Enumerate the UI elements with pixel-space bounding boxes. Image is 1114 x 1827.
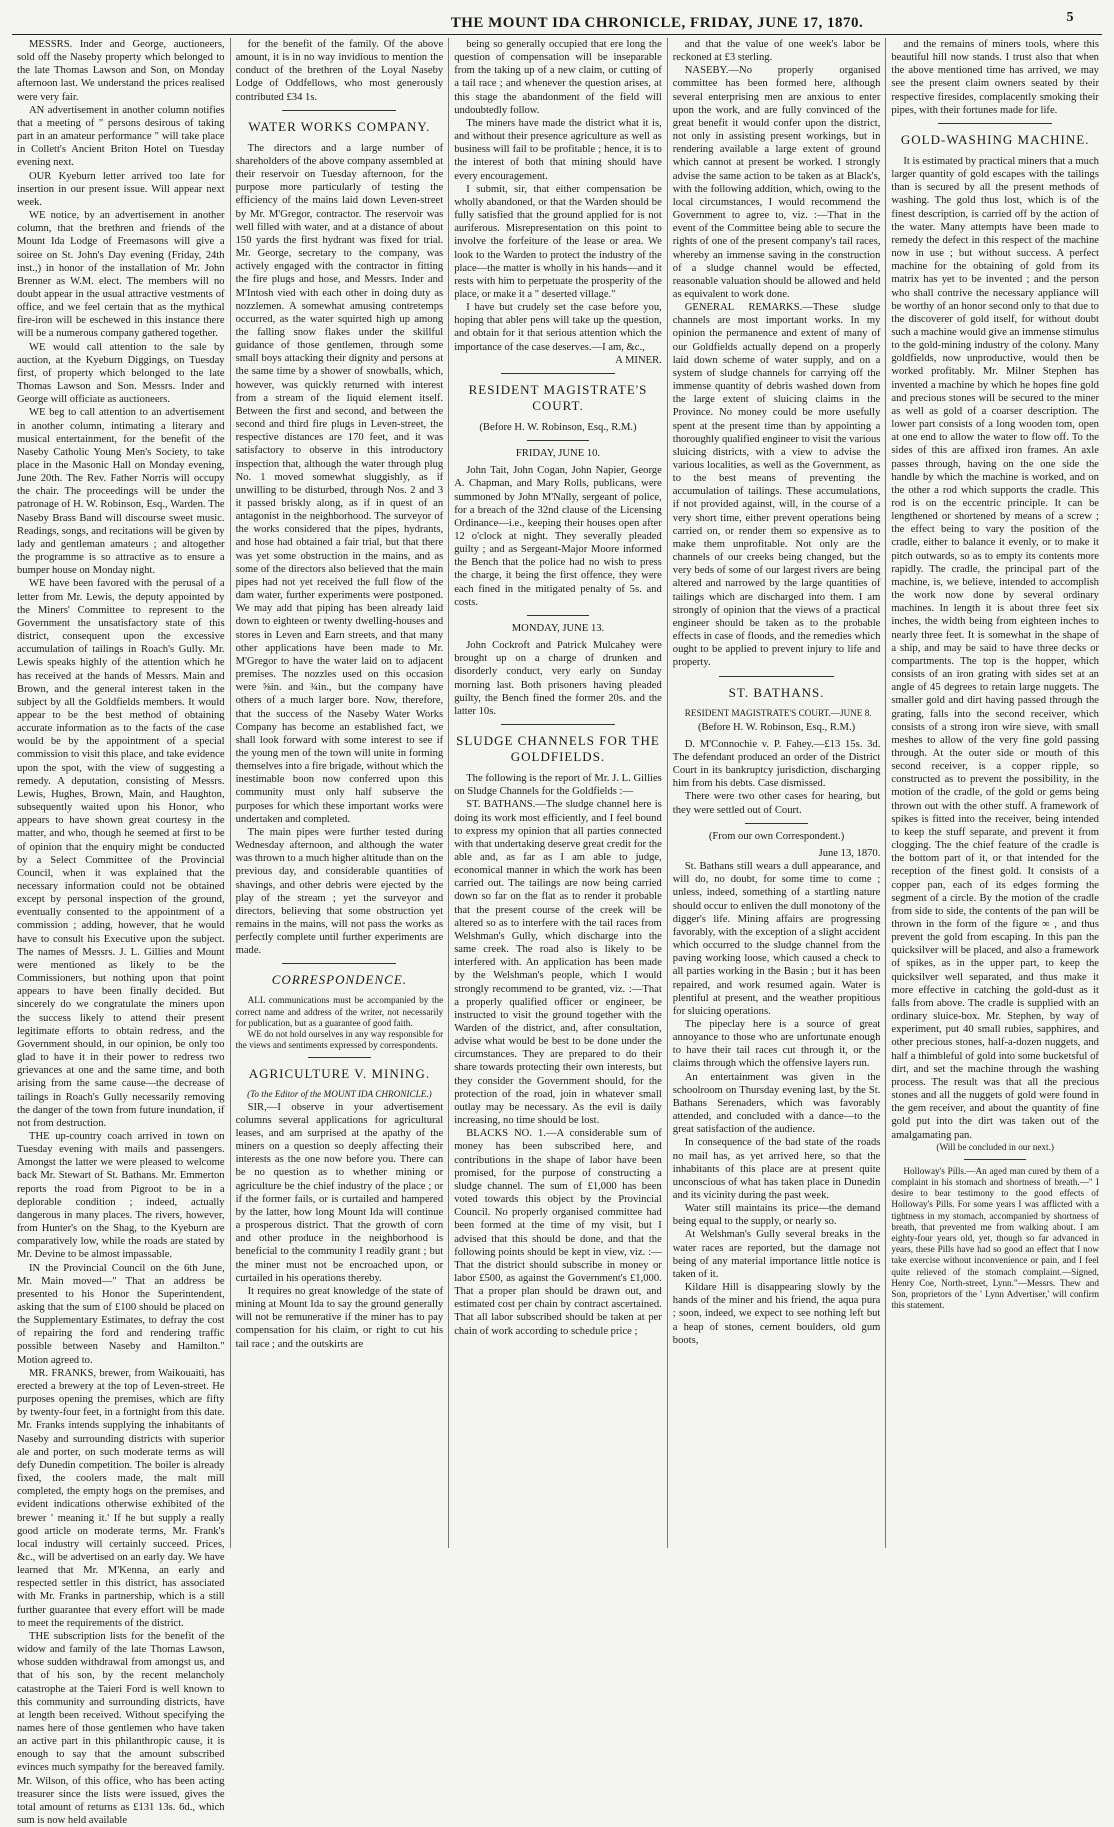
divider [527,615,589,616]
paragraph: and that the value of one week's labor be reckoned at £3 sterling. [672,39,881,64]
headline-resident-magistrate: RESIDENT MAGISTRATE'S COURT. [468,381,648,413]
paragraph: BLACKS NO. 1.—A considerable sum of money has been subscribed here, and contributions in the shape of labor have been promised, for the purpose of constructing a sludge channel. The sum of £1,000 has been voted towards this object by the Provincial Council. No properly organised committee had been formed at the time of my visit, but I advised that this should be done, and that the following points should be kept in view, viz. :—That the district should subscribe in money or labor £500, as against the Government's £1,000. That a proper plan should be drawn out, and estimated cost per chain by contract ascertained. That all labor subscribed should be taken at per chain of work according to schedule price ; [454,1128,662,1337]
paragraph: I have but crudely set the case before you, hoping that abler pens will take up the question, and obtain for it that serious attention which the importance of the case deserves.—I am, &c., [454,302,662,353]
paragraph: The pipeclay here is a source of great annoyance to those who are unfortunate enough to have their tail races cut through it, or the claims through which the offensive layers run. [672,1018,881,1070]
paragraph: WE notice, by an advertisement in another column, that the brethren and friends of the Mount Ida Lodge of Freemasons will give a soiree on St. John's Day evening (Friday, 24th inst.,) in honor of the installation of Mr. John Brenner as W.M. elect. The members will no doubt appear in the usual attractive vestments of office, and we feel certain that as the mythical fire-iron will be eschewed in this instance there will be a numerous company gathered together. [17,210,225,340]
correspondent-line: (From our own Correspondent.) [708,830,845,842]
headline-correspondence: CORRESPONDENCE. [271,972,408,988]
column-4 [667,38,886,1548]
headline-st-bathans: ST. BATHANS. [728,684,825,700]
paragraph: I submit, sir, that either compensation be wholly abandoned, or that the Warden should be fully satisfied that the ground applied for is not auriferous. Misrepresentation on this point to involve the forfeiture of the lease or area. We look to the Warden to protect the industry of the place—the matter is wholly in his hands—and it rests with him to perpetuate the prosperity of the place, or make it a " deserted village." [454,183,662,300]
dateline: June 13, 1870. [818,847,881,859]
column-1 [12,38,230,1827]
correspondence-notice: WE do not hold ourselves in any way responsible for the views and sentiments expressed by correspondents. [235,1029,444,1051]
page-number: 5 [1066,10,1074,25]
paragraph: The directors and a large number of shareholders of the above company assembled at their reservoir on Tuesday afternoon, for the purpose more particularly of testing the efficiency of the mains laid down Leven-street by Mr. M'Gregor, contractor. The reservoir was well filled with water, and at a distance of about 150 yards the first hydrant was fixed for trial. Mr. George, secretary to the company, was actively engaged with the contractor in fitting the fire plugs and hose, and Messrs. Inder and M'Intosh vied with each other in doing duty as nozzlemen. A somewhat amusing contretemps occurred, as the water squirted high up among the falling snow flakes under the skillful guidance of those gentlemen, through some small boys attacking their dignity and persons at the same time by a shower of snowballs, which, however, was quickly returned with interest from a stream of the liquid element itself. Between the first and second, and between the second and third fire plugs in Leven-street, the respective distances are 170 feet, and it was satisfactory to observe in this introductory inspection that, although the water through plug No. 1 moved somewhat sluggishly, as if unwilling to be disturbed, through Nos. 2 and 3 it passed briskly along, as if in quest of an antagonist in the neighborhood. The surveyor of the works considered that the pipes, hydrants, and hose had obtained a fair trial, but that there was yet some obstruction in the mains, and as some of the directors also believed that the main pipes had not yet received the full flow of the dam water, further experiments were postponed. We may add that piping has been already laid down to eighteen or twenty dwelling-houses and stores in Leven and Earn streets, and that many other applications have been made to Mr. M'Gregor to have the water laid on to adjacent premises. The nozzles used on this occasion were ⅝in. and ¾in., but the company have others of a much larger bore. Now, therefore, that the success of the Naseby Water Works Company has become an established fact, we shall look forward with some interest to see if the young men of the town will unite in forming themselves into a fire brigade, without which the inestimable boon now conferred upon this community must only half subserve the purposes for which these important works were undertaken and completed. [235,142,444,825]
paragraph: OUR Kyeburn letter arrived too late for insertion in our present issue. Will appear next week. [17,170,225,208]
columns [12,38,1104,1827]
divider [282,110,396,111]
paragraph: Kildare Hill is disappearing slowly by the hands of the miner and his friend, the aqua pura ; soon, indeed, we expect to see nothing left but a heap of stones, cement boulders, old gum boots, [672,1282,881,1346]
paragraph: MR. FRANKS, brewer, from Waikouaiti, has erected a brewery at the top of Leven-street. He purposes opening the premises, which are fifty by twenty-four feet, in a fortnight from this date. Mr. Franks intends supplying the inhabitants of Naseby and surrounding districts with superior ale and porter, on such moderate terms as will defy Dunedin competition. The boiler is already fixed, the coolers made, the malt mill completed, the empty hogs on the premises, and evident indications otherwise exhibited of the brewer ' meaning it.' If he but supply a really good article on moderate terms, Mr. Frank's local industry will certainly succeed. Prices, &c., will be advertised on an early day. We have learned that Mr. M'Kenna, an early and respected settler in this district, has associated with Mr. Franks in partnership, which is a still further guarantee that every effort will be made to meet the requirements of the district. [17,1367,225,1629]
paragraph: AN advertisement in another column notifies that a meeting of " persons desirous of taking part in an amateur performance " will take place in Collett's Ancient Briton Hotel on Tuesday evening next. [17,104,225,169]
paragraph: An entertainment was given in the schoolroom on Thursday evening last, by the St. Bathans Serenaders, which was favorably attended, and concluded with a dance—to the great satisfaction of the audience. [672,1071,881,1136]
divider [308,1057,370,1058]
paragraph: GENERAL REMARKS.—These sludge channels are most important works. In my opinion the permanence and extent of many of our Goldfields actually depend on a properly laid down scheme of water supply, and on a system of sludge channels for carrying off the immense quantity of debris washed down from the large extent of sluicing claims in the Province. No money could be more usefully spent at the present time than by appointing a thoroughly qualified engineer to visit the various sluicing districts, with a view to advise the various localities, as well as the Government, as to the best means of preventing the accumulation of tailings. These accumulations, if not provided against, will, in the course of a very short time, either prevent operations being carried on, or render them so expensive as to make them unprofitable. Not only are the channels of our creeks being changed, but the very beds of some of our largest rivers are being altered and narrowed by the large quantities of tailings which are discharged into them. I am strongly of opinion that the views of a practical engineer should be taken as to the probable effects in case of floods, and the remedies which ought to be applied to prevent injury to life and property. [672,302,881,669]
masthead [240,6,1074,32]
paragraph: At Welshman's Gully several breaks in the water races are reported, but the damage not being of any material importance little notice is taken of it. [672,1229,881,1280]
masthead-title: THE MOUNT IDA CHRONICLE, FRIDAY, JUNE 17, 1870. [450,15,864,31]
paragraph: St. Bathans still wears a dull appearance, and will do, no doubt, for some time to come ; unless, indeed, something of a startling nature should occur to enliven the dull monotony of the digger's life. Mining affairs are progressing favorably, with the exception of a slight accident which occurred to the sludge channel from the paving working loose, which caused a check to all parties working in the Basin ; but it has been repaired, and work resumed again. Water is plentiful at present, and the weather propitious for sluicing operations. [672,861,881,1017]
headline-water-works: WATER WORKS COMPANY. [248,118,431,134]
paragraph: The main pipes were further tested during Wednesday afternoon, and although the water was thrown to a much higher altitude than on the previous day, and considerable quantities of shavings, and other debris were ejected by the play of the stream ; yet the surveyor and directors, believing that some obstruction yet remains in the mains, will not pass the works as perfectly complete until further experiments are made. [235,826,444,957]
paragraph: There were two other cases for hearing, but they were settled out of Court. [672,791,881,816]
paragraph: John Cockroft and Patrick Mulcahey were brought up on a charge of drunken and disorderly conduct, very early on Sunday morning last. Both prisoners having pleaded guilty, the Bench fined the former 20s. and the latter 10s. [454,640,662,717]
paragraph: and the remains of miners tools, where this beautiful hill now stands. I trust also that when the above mentioned time has arrived, we may see the present claim owners seated by their respective firesides, complacently smoking their pipes, with their fortunes made for life. [891,39,1099,116]
divider [745,823,807,824]
column-5 [885,38,1104,1548]
paragraph: It is estimated by practical miners that a much larger quantity of gold escapes with the tailings than is secured by all the present methods of washing. The gold thus lost, which is of the finest description, is carried off by the action of the water. Many attempts have been made to remedy the defect in this respect of the machine now in use ; but without success. A perfect machine for the obtaining of gold from its matrix has yet to be invented ; and the person who shall contrive the necessary appliance will be worthy of an honor second only to that due to the discoverer of gold itself, for without doubt such a machine would give an immense stimulus to the gold-mining industry of the colony. Many goldfields, now unproductive, would then be worked profitably. Mr. Milner Stephen has invented a machine by which he hopes fine gold and precious stones will be secured to the miner as well as gold of a coarser description. The lower part consists of a long wooden tom, open at one end to allow the water to flow off. To the sides of this are affixed iron frames. An axle passes through, having on the one side the handle by which the machine is worked, and on the other a rod which supports the cradle. This rod is on the eccentric principle. It can be lengthened or shortened by means of a screw ; the effect being to vary the position of the cradle, either to balance it evenly, or to make it pitch outwards, so as to empty its contents more rapidly. The cradle, the principal part of the machine, is, we believe, intended to accomplish the work now done by several ordinary machines. In length it is about three feet six inches, the width being from eighteen inches to nearly three feet. It is somewhat in the shape of a ship, and may be said to have three decks or compartments. The top is the hopper, which consists of an iron grating with sides set at an angle of 45 degrees to retain large nuggets. The smaller gold and dirt having passed through the grating, falls into the second receiver, which consists of a strong iron wire sieve, with small meshes to allow of the very fine gold passing through. At the outer side or mouth of this second receiver, is a copper ripple, so constructed as to prevent the possibility, in the motion of the cradle, of the gold or gems being thrown out with the other stuff. A framework of spikes is fitted into the receiver, being intended to keep the stuff separate, and prevent it from clogging. The the chief feature of the cradle is the bottom part of it, or that intended for the reception of the finest gold. It consists of a copper pan, each of its edges forming the segment of a circle. By the motion of the cradle from side to side, the contents of the pan will be thrown in the form of the figure ∞ , and thus prevent the gold from escaping. In this pan the quicksilver will be placed, and also a framework of spikes, as in the upper part, to keep the quicksilver well separated, and thus make it more effective in catching the gold-dust as it falls from above. The cradle is supplied with an ordinary sluice-box. Mr. Stephen, by way of experiment, put 40 small rubies, sapphires, and other precious stones, half-a-dozen nuggets, and half a thimbleful of gold into some bucketsful of dirt, and set the machine through the washing process. The result was that all the precious stones and all the nuggets of gold were found in the gem receiver, and about the quantity of fine gold put into the dirt was taken out of the amalgamating pan. [891,155,1099,1141]
divider [938,123,1052,124]
paragraph: WE have been favored with the perusal of a letter from Mr. Lewis, the deputy appointed by the Miners' Committee to represent to the Government the unsatisfactory state of this district, consequent upon the excessive accumulation of tailings in Roach's Gully. Mr. Lewis speaks highly of the attention which he has received at the hands of Messrs. Main and Brown, and the general interest taken in the subject by all the Goldfields members. It would appear to be the best method of obtaining accurate information as to the facts of the case would be by the appointment of a special commission to visit this place, and take evidence upon the spot, with the view of suggesting a remedy. A deputation, consisting of Messrs. Lewis, Hughes, Brown, Main, and Haughton, subsequently waited upon his Honor, who appears to have shown great courtesy in the matter, and who, though he seemed at first to be of opinion that the enquiry might be conducted by a Select Committee of the Provincial Council, when it was explained that the necessary information could not be obtained except by personal inspection of the ground, eventually consented to the appointment of a commission ; adding, however, that he would have to consult his Executive upon the subject. The names of Messrs. J. L. Gillies and Mount were mentioned as likely to be the Commissioners, but nothing upon that point appears to have been finally decided. But sincerely do we congratulate the miners upon the success likely to attend their present legitimate efforts to obtain redress, and the Government should, in our opinion, be only too glad to have it in their power to redress two grievances at one and the same time, and both arising from the same cause—the decrease of tailings in Roach's Gully necessarily removing the danger of the town from future inundation, if not from destruction. [17,578,225,1129]
to-editor-line: (To the Editor of the MOUNT IDA CHRONICLE.) [247,1089,432,1100]
headline-gold-washing: GOLD-WASHING MACHINE. [900,131,1090,147]
headline-agriculture: AGRICULTURE V. MINING. [248,1066,431,1082]
column-3 [448,38,667,1548]
paragraph: for the benefit of the family. Of the above amount, it is in no way invidious to mention the conduct of the brethren of the Loyal Naseby Lodge of Oddfellows, who most generously contributed £34 1s. [235,39,444,103]
paragraph: IN the Provincial Council on the 6th June, Mr. Main moved—" That an address be presented to his Honor the Superintendent, asking that the sum of £100 should be placed on the Supplementary Estimates, to defray the cost of repairing the ford and rendering traffic possible between Naseby and Hamilton." Motion agreed to. [17,1262,225,1366]
divider [282,963,396,964]
paragraph: The following is the report of Mr. J. L. Gillies on Sludge Channels for the Goldfields :— [454,773,662,798]
correspondence-notice: ALL communications must be accompanied by the correct name and address of the writer, not necessarily for publication, but as a guarantee of good faith. [235,995,444,1028]
letter-signature: A MINER. [615,354,662,366]
paragraph: MESSRS. Inder and George, auctioneers, sold off the Naseby property which belonged to the late Thomas Lawson and Son, on Monday afternoon last. We understand the prices realised were very fair. [17,39,225,103]
continued-note: (Will be concluded in our next.) [936,1141,1054,1152]
paragraph: NASEBY.—No properly organised committee has been formed here, although several enterprising men are anxious to enter upon the work, and are fully convinced of the great benefit it would confer upon the district, not only in assisting present workings, but in rendering available a large extent of ground which cannot at present be worked. I strongly advise the same action to be taken as at Black's, with the following addition, which, owing to the local circumstances, I would recommend the Government to agree to, viz. :—That in the event of the Committee being able to secure the rights of one of the present company's tail races, whereby an immense saving in the construction of a sludge channel would be effected, reasonable valuation should be allowed and held as equivalent to work done. [672,65,881,300]
divider [964,1159,1026,1160]
court-date: MONDAY, JUNE 13. [511,622,605,634]
paragraph: D. M'Connochie v. P. Fahey.—£13 15s. 3d. The defendant produced an order of the District Court in its bankruptcy jurisdiction, discharging him from his debts. Case dismissed. [672,738,881,790]
paragraph: ST. BATHANS.—The sludge channel here is doing its work most efficiently, and I feel bound to express my opinion that all parties connected with that undertaking deserve great credit for the able and, as far as I am able to judge, economical manner in which the work has been carried out. The tailings are now being carried down so far on the flat as to render it probable that the present course of the creek will be altered so as to interfere with the tail races from Welshman's Gully, which discharge into the same creek. The road also is likely to be interfered with. An application has been made by the Welshman's people, which I would strongly recommend to be granted, viz. :—That a properly qualified officer or engineer, be instructed to visit the ground together with the Warden of the district, and, after consultation, advise what would be best to be done under the circumstances. They are prepared to do their share towards protecting their own interests, but they consider the Government should, for the protection of the road, join in whatever small outlay may be necessary. As the evil is daily increasing, no time should be lost. [454,799,662,1127]
paragraph: The miners have made the district what it is, and without their presence agriculture as well as business will fail to be profitable ; hence, it is to the interest of both that mining should have every encouragement. [454,117,662,182]
court-before-line: (Before H. W. Robinson, Esq., R.M.) [698,721,856,733]
paragraph: THE subscription lists for the benefit of the widow and family of the late Thomas Lawson, whose sudden withdrawal from amongst us, and that of his son, by the recent melancholy catastrophe at the Taieri Ford is well known to this community and surrounding districts, have at length been received. Without specifying the names here of those gentlemen who have taken an active part in this philanthropic cause, it is enough to say that the amount subscribed evinces much sympathy for the bereaved family. Mr. Wilson, of this office, who has been acting treasurer since the lists were issued, gives the total amount of returns as £131 13s. 6d., which sum is now held available [17,1630,225,1827]
divider [719,676,833,677]
masthead-rule [12,34,1102,35]
headline-sludge-channels: SLUDGE CHANNELS FOR THE GOLDFIELDS. [456,733,660,765]
court-before-line: (Before H. W. Robinson, Esq., R.M.) [479,421,637,433]
divider [527,440,589,441]
paragraph: THE up-country coach arrived in town on Tuesday evening with mails and passengers. Amongst the latter we were pleased to welcome back Mr. Stewart of St. Bathans. Mr. Emmerton reports the road from Pigroot to be in a deplorable condition ; indeed, actually dangerous in many places. The rivers, however, from Hunter's on the Shag, to the Kyeburn are comparatively low, while the roads are stated by Mr. Devine to be almost impassable. [17,1130,225,1261]
paragraph: being so generally occupied that ere long the question of compensation will be inseparable from the taking up of a new claim, or cutting of a tail race ; and whenever the question arises, at this stage the abandonment of the field will undoubtedly follow. [454,39,662,116]
paragraph: In consequence of the bad state of the roads no mail has, as yet arrived here, so that the inhabitants of this place are at present quite unconscious of what has taken place in Dunedin and its vicinity during the past week. [672,1137,881,1202]
paragraph: WE would call attention to the sale by auction, at the Kyeburn Diggings, on Tuesday first, of property which belonged to the late Thomas Lawson and Son. Messrs. Inder and George will officiate as auctioneers. [17,341,225,406]
advertisement-holloways-pills: Holloway's Pills.—An aged man cured by them of a complaint in his stomach and shortness of breath.—" I desire to bear testimony to the good effects of Holloway's Pills. For some years I was afflicted with a tightness in my stomach, accompanied by shortness of breath, that prevented me from walking about. I am eighty-four years old, yet, though so far advanced in years, these Pills have had so good an effect that I now take exercise without inconvenience or pain, and I feel quite relieved of the stomach complaint.—Signed, Henry Coe, North-street, Lynn."—Messrs. Thew and Son, proprietors of the ' Lynn Advertiser,' will confirm this statement. [891,1165,1099,1311]
paragraph: Water still maintains its price—the demand being equal to the supply, or nearly so. [672,1203,881,1228]
column-2 [230,38,449,1548]
paragraph: John Tait, John Cogan, John Napier, George A. Chapman, and Mary Rolls, publicans, were summoned by John M'Nally, sergeant of police, for a breach of the 32nd clause of the Licensing Ordinance—i.e., keeping their houses open after 12 o'clock at night. They severally pleaded guilty ; and as Sergeant-Major Moore informed the Bench that the police had no wish to press the charge, it being the first offence, they were each fined in the mitigated penalty of 5s. and costs. [454,465,662,608]
paragraph: SIR,—I observe in your advertisement columns several applications for agricultural leases, and am surprised at the apathy of the miners on a question so deeply affecting their interests as the one now before you. There can be no question as to whether mining or agriculture be the chief industry of the place ; or if the former fails, or is curtailed and hampered by the latter, how long Mount Ida will continue a prosperous district. That the growth of corn and other produce in the neighborhood is beneficial to the community I readily grant ; but the miner must not be encroached upon, or curtailed in his operations thereby. [235,1101,444,1284]
court-date: FRIDAY, JUNE 10. [515,448,601,460]
court-heading: RESIDENT MAGISTRATE'S COURT.—JUNE 8. [684,707,872,718]
paragraph: It requires no great knowledge of the state of mining at Mount Ida to say the ground generally will not be remunerative if the miner has to pay compensation for his claim, or right to cut his tail race ; and the outskirts are [235,1285,444,1350]
divider [501,373,615,374]
paragraph: WE beg to call attention to an advertisement in another column, intimating a literary and musical entertainment, for the benefit of the Naseby Catholic Young Men's Society, to take place in the Masonic Hall on Monday evening, June 20th. The Rev. Father Norris will occupy the chair. The proceedings will be under the patronage of H. W. Robinson, Esq., Warden. The Naseby Brass Band will discourse sweet music. Readings, songs, and recitations will be given by lady and gentleman amateurs ; and altogether the programme is so attractive as to ensure a bumper house on Monday night. [17,407,225,577]
divider [501,724,615,725]
